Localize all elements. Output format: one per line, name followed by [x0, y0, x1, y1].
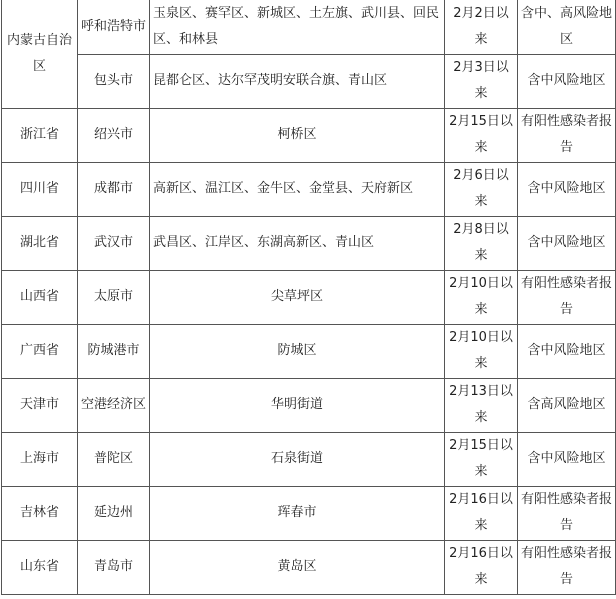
time-cell: 2月16日以来 [445, 486, 518, 540]
area-cell: 华明街道 [150, 378, 445, 432]
note-cell: 含中风险地区 [518, 324, 616, 378]
city-cell: 武汉市 [78, 216, 150, 270]
note-cell: 含中、高风险地区 [518, 0, 616, 54]
city-cell: 包头市 [78, 54, 150, 108]
province-cell: 浙江省 [2, 108, 78, 162]
table-row [2, 108, 616, 162]
time-cell: 2月15日以来 [445, 432, 518, 486]
table-row [2, 486, 616, 540]
time-cell: 2月15日以来 [445, 108, 518, 162]
note-cell: 有阳性感染者报告 [518, 108, 616, 162]
time-cell: 2月6日以来 [445, 162, 518, 216]
province-cell: 天津市 [2, 378, 78, 432]
note-cell: 有阳性感染者报告 [518, 486, 616, 540]
time-cell: 2月10日以来 [445, 270, 518, 324]
table-row [2, 324, 616, 378]
note-cell: 含中风险地区 [518, 432, 616, 486]
area-cell: 玉泉区、赛罕区、新城区、土左旗、武川县、回民区、和林县 [150, 0, 445, 54]
note-cell: 有阳性感染者报告 [518, 540, 616, 594]
province-cell: 吉林省 [2, 486, 78, 540]
city-cell: 普陀区 [78, 432, 150, 486]
time-cell: 2月2日以来 [445, 0, 518, 54]
time-cell: 2月13日以来 [445, 378, 518, 432]
time-cell: 2月10日以来 [445, 324, 518, 378]
note-cell: 含中风险地区 [518, 162, 616, 216]
province-cell: 四川省 [2, 162, 78, 216]
area-cell: 尖草坪区 [150, 270, 445, 324]
note-cell: 含中风险地区 [518, 216, 616, 270]
province-cell: 上海市 [2, 432, 78, 486]
table-row [2, 0, 616, 54]
area-cell: 高新区、温江区、金牛区、金堂县、天府新区 [150, 162, 445, 216]
city-cell: 绍兴市 [78, 108, 150, 162]
province-cell: 湖北省 [2, 216, 78, 270]
table-row [2, 378, 616, 432]
table-row [2, 540, 616, 594]
table-row [2, 216, 616, 270]
table-row [2, 432, 616, 486]
table-row [2, 270, 616, 324]
province-cell: 内蒙古自治区 [2, 0, 78, 108]
note-cell: 有阳性感染者报告 [518, 270, 616, 324]
province-cell: 山东省 [2, 540, 78, 594]
city-cell: 呼和浩特市 [78, 0, 150, 54]
table-row [2, 54, 616, 108]
area-cell: 石泉街道 [150, 432, 445, 486]
table-row [2, 162, 616, 216]
city-cell: 延边州 [78, 486, 150, 540]
area-cell: 防城区 [150, 324, 445, 378]
area-cell: 珲春市 [150, 486, 445, 540]
time-cell: 2月8日以来 [445, 216, 518, 270]
area-cell: 昆都仑区、达尔罕茂明安联合旗、青山区 [150, 54, 445, 108]
area-cell: 黄岛区 [150, 540, 445, 594]
province-cell: 广西省 [2, 324, 78, 378]
city-cell: 太原市 [78, 270, 150, 324]
area-cell: 柯桥区 [150, 108, 445, 162]
city-cell: 空港经济区 [78, 378, 150, 432]
risk-area-table [1, 0, 616, 595]
time-cell: 2月3日以来 [445, 54, 518, 108]
city-cell: 防城港市 [78, 324, 150, 378]
note-cell: 含中风险地区 [518, 54, 616, 108]
area-cell: 武昌区、江岸区、东湖高新区、青山区 [150, 216, 445, 270]
time-cell: 2月16日以来 [445, 540, 518, 594]
city-cell: 青岛市 [78, 540, 150, 594]
province-cell: 山西省 [2, 270, 78, 324]
note-cell: 含高风险地区 [518, 378, 616, 432]
city-cell: 成都市 [78, 162, 150, 216]
